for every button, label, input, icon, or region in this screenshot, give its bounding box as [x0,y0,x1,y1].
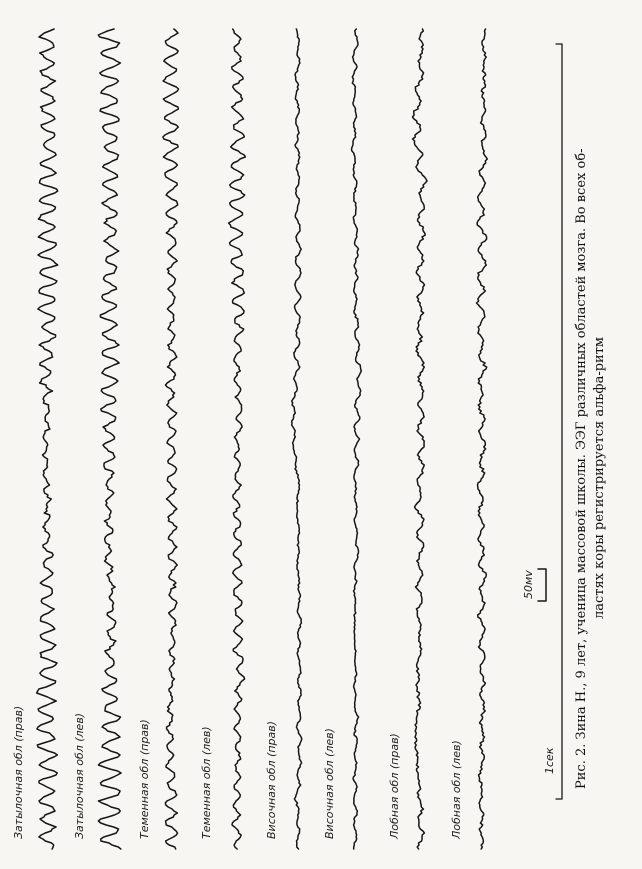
channel-label: Теменная обл (прав) [138,719,151,839]
channel-label: Теменная обл (лев) [200,726,213,839]
figure-caption-line-2: ластях коры регистрируется альфа-ритм [592,336,607,619]
channel-label: Височная обл (прав) [265,720,278,839]
channel-label: Лобная обл (лев) [450,740,463,839]
eeg-trace [292,29,302,849]
figure-caption-line-1: Рис. 2. Зина Н., 9 лет, ученица массовой школы. ЭЭГ различных областей мозга. Во всех об- [574,148,589,789]
eeg-trace [229,29,246,849]
time-marker-label: 1сек [543,747,556,774]
channel-label: Лобная обл (прав) [388,733,401,839]
eeg-trace [413,29,428,849]
channel-label: Затылочная обл (лев) [73,712,86,839]
channel-label: Височная обл (лев) [323,728,336,839]
time-marker [543,44,562,799]
eeg-trace [98,29,121,849]
channel-label: Затылочная обл (прав) [12,705,25,839]
eeg-trace [163,29,179,849]
eeg-channels [12,29,487,849]
eeg-trace [477,29,488,849]
eeg-trace [37,29,58,849]
amplitude-scale-label: 50мv [522,570,535,599]
eeg-trace [352,29,362,849]
amplitude-scale-bar [522,569,546,601]
